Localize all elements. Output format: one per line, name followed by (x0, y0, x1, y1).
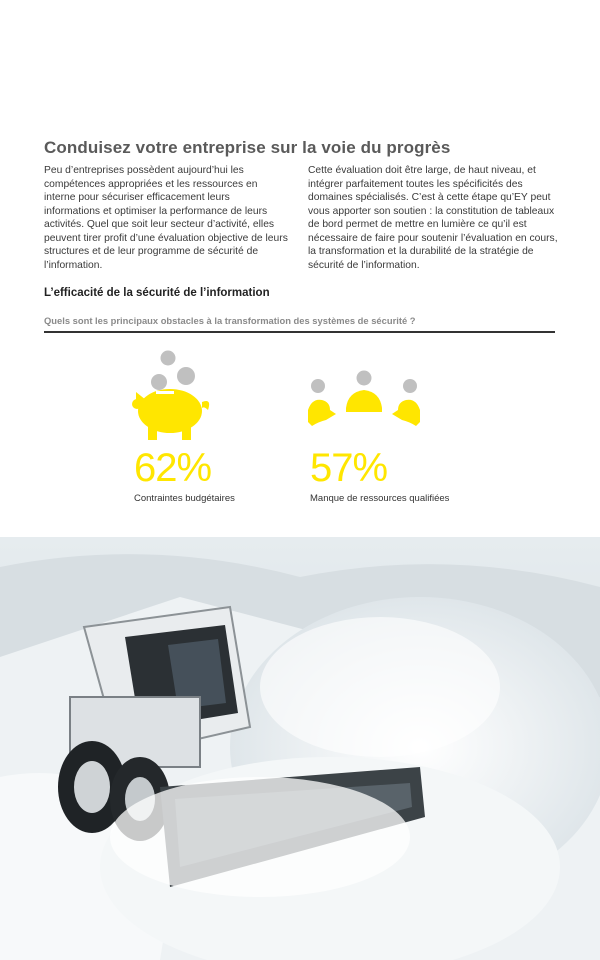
infographic-question: Quels sont les principaux obstacles à la transformation des systèmes de sécurité ? (44, 315, 416, 326)
stat-label-budget: Contraintes budgétaires (134, 493, 235, 504)
stat-value-resources: 57% (310, 446, 388, 490)
divider-rule (44, 331, 555, 333)
section-title: Conduisez votre entreprise sur la voie du progrès (44, 138, 451, 157)
infographic-title: L’efficacité de la sécurité de l’information (44, 287, 270, 299)
intro-paragraph-left: Peu d’entreprises possèdent aujourd’hui les compétences appropriées et les ressources en interne pour sécuriser efficacement leurs informations et optimiser la performance de leurs activités. Quel que soit leur secteur d’activité, elles peuvent tirer profit d’une évaluation objective de leurs structures et de leur programme de sécurité de l’information. (44, 165, 288, 271)
snow-blower-photo (0, 537, 600, 960)
piggy-bank-coins-icon (132, 348, 212, 442)
intro-paragraph-right: Cette évaluation doit être large, de haut niveau, et intégrer parfaitement toutes les spécificités des domaines spécialisés. C’est à cette étape qu’EY peut vous apporter son soutien : la constitution de tableaux de bord permet de mettre en lumière ce qu’il est nécessaire de faire pour soutenir l’évaluation en cours, la transformation et la durabilité de la stratégie de sécurité de l’information. (308, 165, 558, 271)
stat-value-budget: 62% (134, 446, 212, 490)
people-group-icon (308, 370, 420, 430)
stat-label-resources: Manque de ressources qualifiées (310, 493, 450, 504)
